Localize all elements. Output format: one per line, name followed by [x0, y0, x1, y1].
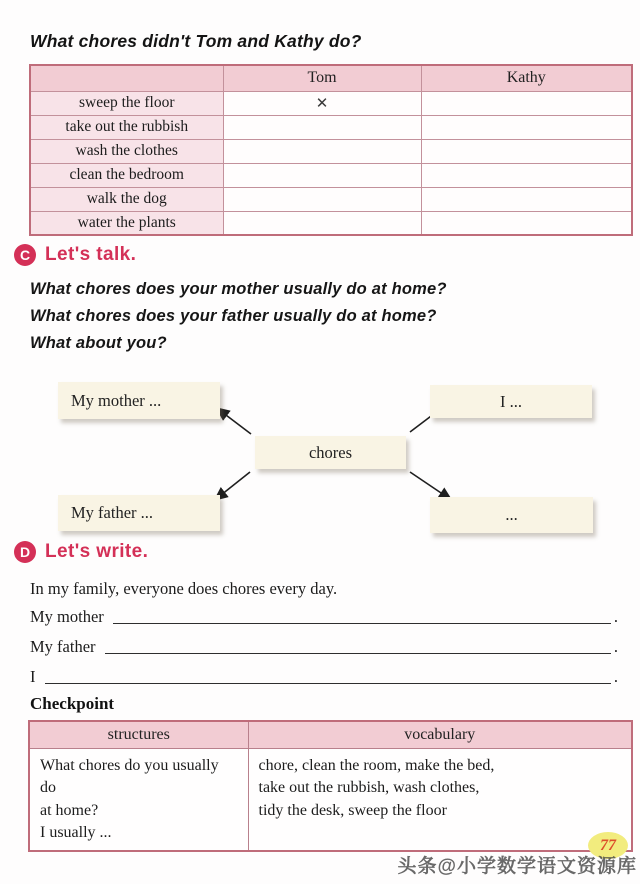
tom-cell	[223, 211, 421, 235]
table-row	[30, 139, 632, 163]
vocabulary-cell	[248, 748, 632, 851]
vocabulary-line: take out the rubbish, wash clothes,	[258, 779, 480, 796]
vocabulary-line: tidy the desk, sweep the floor	[258, 801, 447, 819]
diagram-box-mother: My mother ...	[58, 382, 220, 419]
chore-label: sweep the floor	[30, 91, 223, 115]
page-number-badge: 77	[588, 832, 628, 859]
chore-label: wash the clothes	[30, 139, 223, 163]
diagram-box-father: My father ...	[58, 495, 220, 531]
question-line: What chores does your mother usually do at home?	[30, 280, 447, 298]
table-row	[30, 115, 632, 139]
section-lets-talk	[14, 244, 136, 266]
line-period: .	[613, 607, 618, 626]
chore-label: clean the bedroom	[30, 163, 223, 187]
write-line-father	[30, 634, 618, 658]
structures-line: What chores do you usually do	[40, 756, 219, 796]
blank-line	[105, 653, 611, 654]
header-cell-vocabulary: vocabulary	[248, 721, 632, 748]
header-cell-empty	[30, 65, 223, 91]
tom-cell	[223, 139, 421, 163]
table-row	[30, 211, 632, 235]
kathy-cell	[421, 163, 632, 187]
structures-line: I usually ...	[40, 824, 112, 841]
chore-label: take out the rubbish	[30, 115, 223, 139]
tom-cell	[223, 115, 421, 139]
kathy-cell	[421, 91, 632, 115]
tom-cell	[223, 187, 421, 211]
write-line-label: My mother	[30, 607, 104, 626]
table-row	[30, 187, 632, 211]
talk-questions	[30, 276, 447, 357]
question-line: What about you?	[30, 334, 167, 352]
vocabulary-line: chore, clean the room, make the bed,	[258, 756, 495, 774]
blank-line	[113, 623, 611, 624]
tom-cell	[223, 163, 421, 187]
kathy-cell	[421, 115, 632, 139]
diagram-box-i: I ...	[430, 385, 592, 418]
write-line-mother	[30, 604, 618, 628]
kathy-cell	[421, 187, 632, 211]
chore-label: walk the dog	[30, 187, 223, 211]
arrow-to-mother-icon	[218, 409, 251, 434]
blank-line	[45, 683, 611, 684]
page-title: What chores didn't Tom and Kathy do?	[30, 31, 362, 51]
table-header-row	[29, 721, 632, 748]
tom-cell	[223, 91, 421, 115]
write-line-i	[30, 664, 618, 688]
section-d-badge-icon: D	[14, 541, 36, 563]
section-c-badge-icon: C	[14, 244, 36, 266]
table-row	[30, 91, 632, 115]
write-intro: In my family, everyone does chores every day.	[30, 579, 338, 598]
structures-line: at home?	[40, 801, 99, 819]
line-period: .	[613, 667, 618, 686]
table-row	[29, 748, 632, 851]
header-cell-tom: Tom	[223, 65, 421, 91]
table-row	[30, 163, 632, 187]
checkpoint-table	[28, 720, 633, 852]
section-title: Let's talk.	[45, 244, 137, 265]
diagram-box-dots: ...	[430, 497, 593, 533]
cross-icon: ✕	[315, 95, 329, 112]
header-cell-kathy: Kathy	[421, 65, 632, 91]
table-header-row	[30, 65, 632, 91]
question-line: What chores does your father usually do at home?	[30, 307, 437, 325]
structures-cell	[29, 748, 248, 851]
write-line-label: My father	[30, 637, 96, 656]
kathy-cell	[421, 139, 632, 163]
checkpoint-heading: Checkpoint	[30, 694, 115, 713]
arrow-to-father-icon	[216, 472, 250, 499]
chore-label: water the plants	[30, 211, 223, 235]
chores-table	[29, 64, 633, 236]
header-cell-structures: structures	[29, 721, 248, 748]
chores-diagram	[0, 368, 640, 540]
arrow-to-dots-icon	[410, 472, 450, 499]
section-lets-write	[14, 541, 148, 563]
section-title: Let's write.	[45, 541, 149, 562]
line-period: .	[613, 637, 618, 656]
diagram-box-chores: chores	[255, 436, 406, 469]
kathy-cell	[421, 211, 632, 235]
watermark-text: 头条@小学数学语文资源库	[397, 856, 637, 877]
write-line-label: I	[30, 667, 36, 686]
